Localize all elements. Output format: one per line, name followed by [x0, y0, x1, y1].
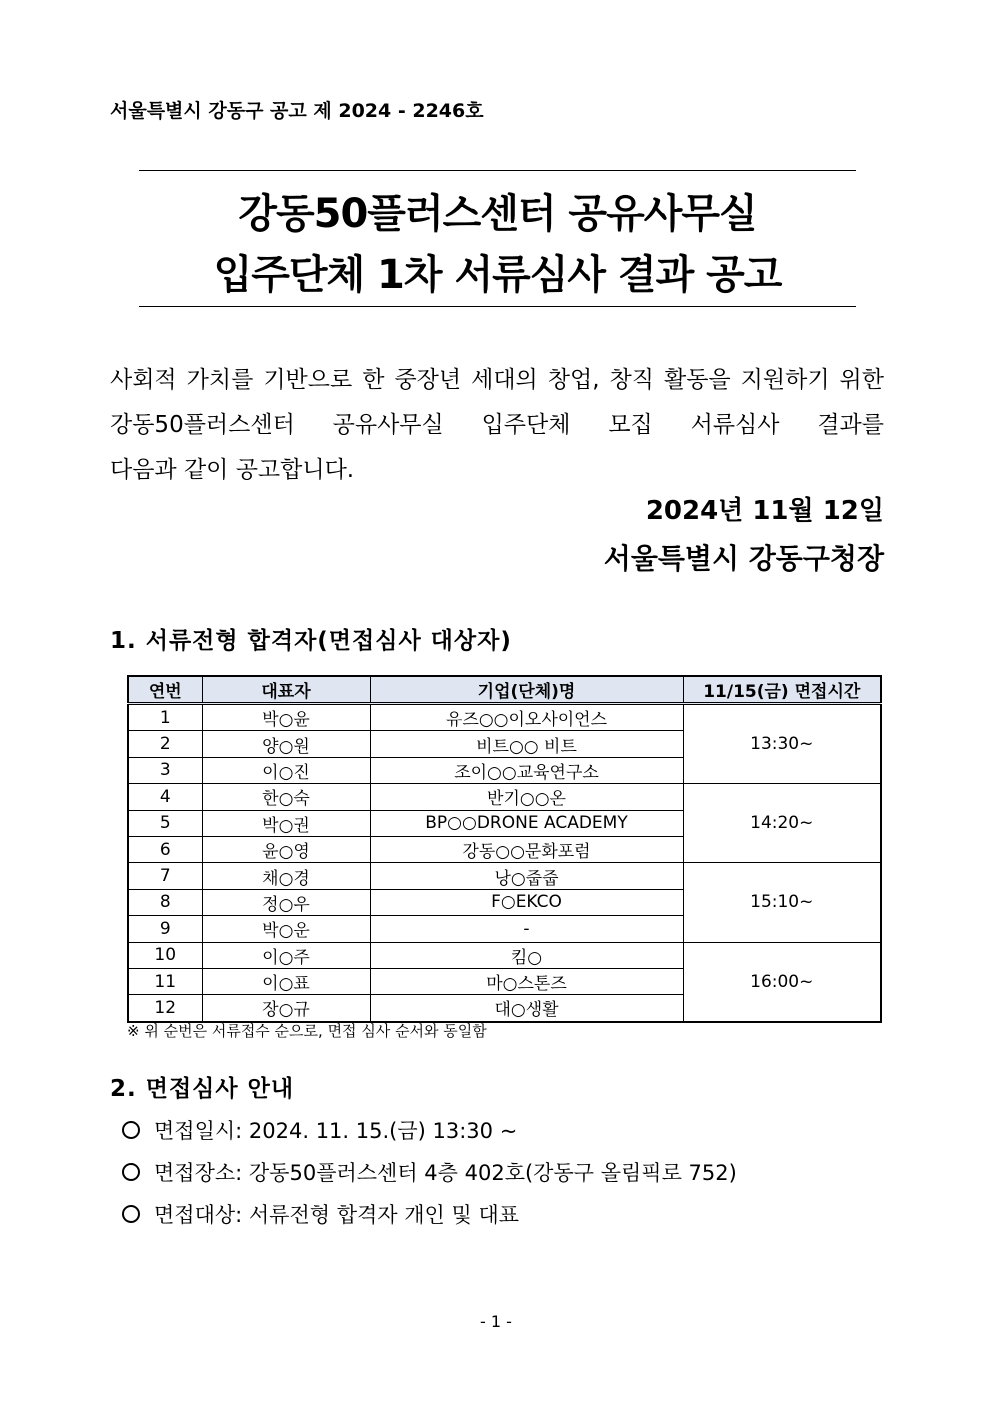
row-number: 5: [128, 810, 202, 836]
bullet-item: 면접대상: 서류전형 합격자 개인 및 대표: [122, 1199, 519, 1229]
section-1-heading: 1. 서류전형 합격자(면접심사 대상자): [110, 628, 512, 654]
header-time: 11/15(금) 면접시간: [683, 676, 881, 704]
company-name: 킴○: [370, 942, 683, 968]
row-number: 1: [128, 704, 202, 731]
company-name: F○EKCO: [370, 889, 683, 915]
company-name: 낭○줍줍: [370, 863, 683, 889]
header-no: 연번: [128, 676, 202, 704]
circle-bullet-icon: [122, 1205, 140, 1223]
section-2-heading: 2. 면접심사 안내: [110, 1076, 295, 1102]
company-name: BP○○DRONE ACADEMY: [370, 810, 683, 836]
representative: 채○경: [202, 863, 370, 889]
row-number: 2: [128, 731, 202, 757]
row-number: 3: [128, 757, 202, 783]
row-number: 4: [128, 784, 202, 810]
row-number: 12: [128, 995, 202, 1022]
row-number: 9: [128, 916, 202, 942]
intro-paragraph-end: 다음과 같이 공고합니다.: [110, 457, 355, 483]
circle-bullet-icon: [122, 1121, 140, 1139]
company-name: 반기○○온: [370, 784, 683, 810]
representative: 윤○영: [202, 836, 370, 862]
company-name: 강동○○문화포럼: [370, 836, 683, 862]
notice-date: 2024년 11월 12일: [645, 496, 884, 526]
row-number: 7: [128, 863, 202, 889]
applicants-table: [127, 675, 882, 1023]
interview-time: 14:20~: [683, 784, 881, 863]
representative: 양○원: [202, 731, 370, 757]
title-rule-top: [139, 170, 856, 171]
representative: 박○운: [202, 916, 370, 942]
company-name: 유즈○○이오사이언스: [370, 704, 683, 731]
company-name: -: [370, 916, 683, 942]
table-note: ※ 위 순번은 서류접수 순으로, 면접 심사 순서와 동일함: [127, 1022, 487, 1040]
company-name: 마○스톤즈: [370, 968, 683, 994]
issuer: 서울특별시 강동구청장: [603, 542, 884, 575]
company-name: 대○생활: [370, 995, 683, 1022]
header-company: 기업(단체)명: [370, 676, 683, 704]
header-representative: 대표자: [202, 676, 370, 704]
bullet-item: 면접장소: 강동50플러스센터 4층 402호(강동구 올림픽로 752): [122, 1157, 737, 1187]
representative: 박○권: [202, 810, 370, 836]
representative: 이○진: [202, 757, 370, 783]
table-row: [128, 784, 881, 810]
notice-number: 서울특별시 강동구 공고 제 2024 - 2246호: [110, 100, 484, 122]
representative: 이○주: [202, 942, 370, 968]
title-line-2: 입주단체 1차 서류심사 결과 공고: [213, 252, 782, 298]
interview-time: 15:10~: [683, 863, 881, 942]
interview-time: 16:00~: [683, 942, 881, 1022]
representative: 박○윤: [202, 704, 370, 731]
table-row: [128, 704, 881, 731]
row-number: 6: [128, 836, 202, 862]
company-name: 비트○○ 비트: [370, 731, 683, 757]
row-number: 11: [128, 968, 202, 994]
representative: 정○우: [202, 889, 370, 915]
title-rule-bottom: [139, 306, 856, 307]
page-number: - 1 -: [480, 1312, 512, 1331]
bullet-item: 면접일시: 2024. 11. 15.(금) 13:30 ~: [122, 1115, 517, 1145]
table-row: [128, 863, 881, 889]
circle-bullet-icon: [122, 1163, 140, 1181]
intro-paragraph: 사회적 가치를 기반으로 한 중장년 세대의 창업, 창직 활동을 지원하기 위한 강동50플러스센터 공유사무실 입주단체 모집 서류심사 결과를: [110, 367, 884, 438]
representative: 장○규: [202, 995, 370, 1022]
title-line-1: 강동50플러스센터 공유사무실: [238, 191, 757, 237]
representative: 이○표: [202, 968, 370, 994]
row-number: 8: [128, 889, 202, 915]
table-row: [128, 942, 881, 968]
company-name: 조이○○교육연구소: [370, 757, 683, 783]
representative: 한○숙: [202, 784, 370, 810]
row-number: 10: [128, 942, 202, 968]
interview-time: 13:30~: [683, 704, 881, 784]
